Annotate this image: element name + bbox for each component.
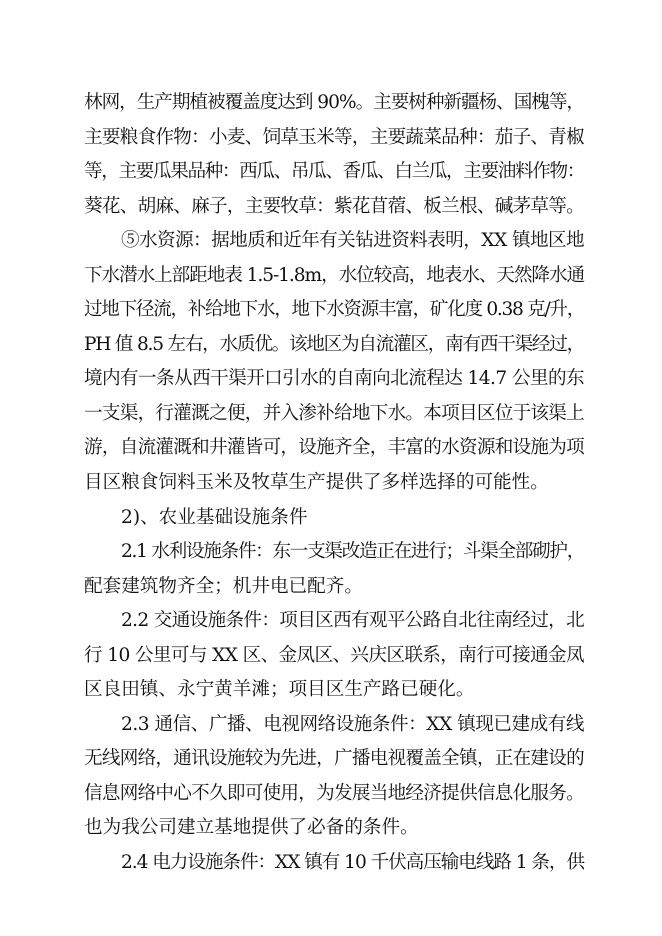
text-line: 信息网络中心不久即可使用，为发展当地经济提供信息化服务。: [84, 782, 584, 804]
text-line: 过地下径流，补给地下水，地下水资源丰富，矿化度 0.38 克/升，: [84, 299, 584, 321]
text-line: 林网，生产期植被覆盖度达到 90%。主要树种新疆杨、国槐等，: [84, 92, 584, 113]
text-line: PH 值 8.5 左右，水质优。该地区为自流灌区，南有西干渠经过，: [84, 333, 584, 355]
paragraph-start-line: 2.3 通信、广播、电视网络设施条件：XX 镇现已建成有线: [121, 713, 584, 735]
text-line: 目区粮食饲料玉米及牧草生产提供了多样选择的可能性。: [84, 472, 549, 494]
text-line: 配套建筑物齐全；机井电已配齐。: [84, 575, 363, 597]
text-line: 境内有一条从西干渠开口引水的自南向北流程达 14.7 公里的东: [84, 368, 584, 390]
paragraph-start-line: 2.2 交通设施条件：项目区西有观平公路自北往南经过，北: [121, 610, 584, 632]
text-line: 主要粮食作物：小麦、饲草玉米等，主要蔬菜品种：茄子、青椒: [84, 126, 584, 148]
text-line: 游，自流灌溉和井灌皆可，设施齐全，丰富的水资源和设施为项: [84, 437, 584, 459]
paragraph-start-line: 2.1 水利设施条件：东一支渠改造正在进行；斗渠全部砌护，: [121, 541, 585, 563]
text-line: 等，主要瓜果品种：西瓜、吊瓜、香瓜、白兰瓜，主要油料作物：: [84, 161, 584, 183]
paragraph-start-line: ⑤水资源：据地质和近年有关钻进资料表明，XX 镇地区地: [121, 230, 585, 252]
section-heading: 2)、农业基础设施条件: [121, 506, 308, 528]
paragraph-start-line: 2.4 电力设施条件：XX 镇有 10 千伏高压输电线路 1 条，供: [121, 852, 585, 874]
text-line: 下水潜水上部距地表 1.5-1.8m，水位较高，地表水、天然降水通: [84, 264, 585, 286]
text-line: 区良田镇、永宁黄羊滩；项目区生产路已硬化。: [84, 679, 475, 701]
text-line: 也为我公司建立基地提供了必备的条件。: [84, 817, 419, 839]
text-line: 葵花、胡麻、麻子，主要牧草：紫花苜蓿、板兰根、碱茅草等。: [84, 195, 584, 217]
document-body: [84, 86, 584, 881]
text-line: 一支渠，行灌溉之便，并入渗补给地下水。本项目区位于该渠上: [84, 402, 584, 424]
text-line: 行 10 公里可与 XX 区、金凤区、兴庆区联系，南行可接通金凤: [84, 644, 584, 666]
text-line: 无线网络，通讯设施较为先进，广播电视覆盖全镇，正在建设的: [84, 748, 584, 770]
